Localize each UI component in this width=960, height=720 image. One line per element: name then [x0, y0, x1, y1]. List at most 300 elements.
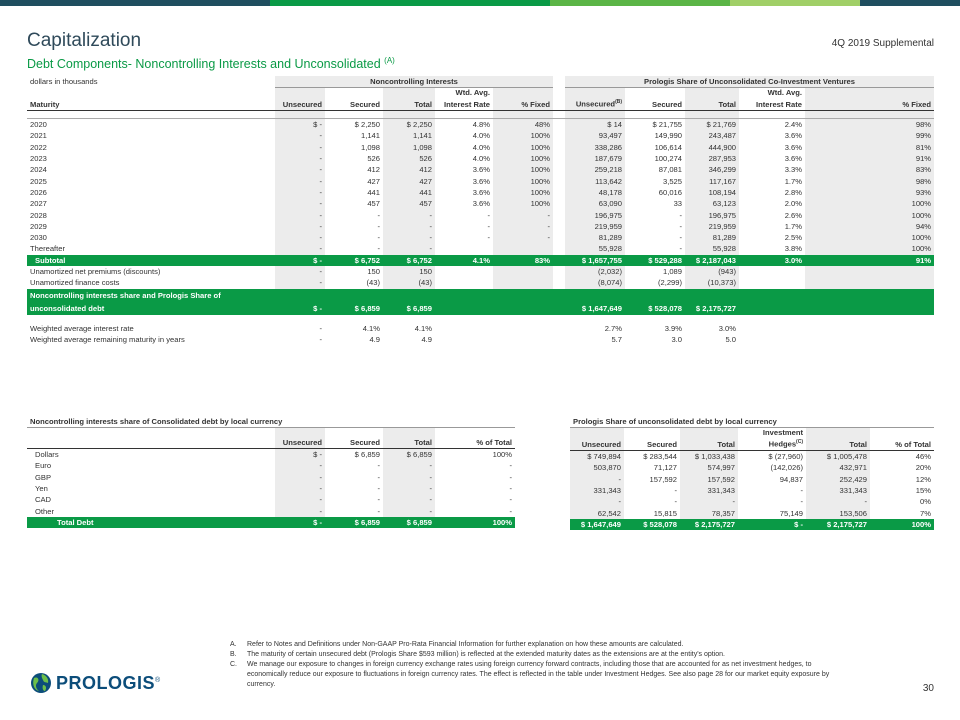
globe-logo-icon: [30, 670, 52, 696]
cell: 331,343: [806, 485, 870, 496]
cell: (2,299): [657, 278, 683, 288]
cell: 3.6%: [784, 131, 803, 141]
table-row: [27, 323, 934, 334]
col-secured: Secured: [325, 97, 383, 110]
row-label: Unamortized net premiums (discounts): [30, 266, 161, 276]
cell: $ 6,752: [383, 255, 435, 266]
cell: -: [377, 210, 380, 220]
col-total: Total: [806, 437, 870, 450]
cell: 83%: [493, 255, 553, 266]
maturity-year: Thereafter: [30, 244, 66, 254]
cell: $ 2,175,727: [680, 519, 738, 530]
cell: 3.0%: [718, 323, 737, 333]
currency-row: [570, 485, 934, 496]
footnote-text: We manage our exposure to changes in foreign currency exchange rates using foreign currency forward contracts, including those that are accounted for as net investment hedges, to economically reduce our exposure to fluctuations in foreign currency rates. The effect is reflected in the table under Investment Hedges. See also page 28 for our market equity exposure by currency.: [247, 661, 830, 688]
cell: 526: [383, 153, 435, 164]
maturity-year: 2020: [27, 119, 275, 131]
cell: 427: [383, 176, 435, 187]
cell: -: [509, 472, 513, 482]
cell: -: [509, 461, 513, 471]
cell: 4.0%: [472, 131, 490, 141]
spacer: [553, 130, 565, 141]
cell: 7%: [920, 508, 931, 518]
col-total: Total: [680, 437, 738, 450]
cell: -: [275, 198, 325, 209]
cell: 100%: [493, 142, 553, 153]
cell: -: [383, 221, 435, 232]
cell: -: [377, 495, 380, 505]
cell: 100%: [493, 130, 553, 141]
col-unsecured: Unsecured: [275, 437, 325, 449]
topbar-segment: [730, 0, 860, 6]
supplemental-label: 4Q 2019 Supplemental: [831, 38, 934, 49]
prologis-logo: [30, 670, 161, 696]
cell: $ -: [275, 119, 325, 131]
cell: $ -: [275, 449, 325, 461]
cell: 457: [383, 198, 435, 209]
col-hedges: Hedges$^{(C)}$: [738, 437, 806, 450]
cell: 153,506: [806, 508, 870, 519]
cell: 100,274: [654, 154, 683, 164]
cell: $ -: [738, 519, 806, 530]
cell: -: [493, 232, 553, 243]
footnote-marker: B.: [230, 651, 237, 658]
cell: 5.0: [725, 334, 737, 344]
cell: -: [275, 232, 325, 243]
cell: 71,127: [653, 463, 677, 473]
cell: $ 2,250: [383, 119, 435, 131]
cell: 60,016: [658, 187, 683, 197]
cell: -: [570, 496, 624, 507]
cell: (43): [383, 277, 435, 288]
maturity-year: 2022: [30, 142, 47, 152]
cell: -: [275, 277, 325, 288]
cell: 94,837: [779, 474, 803, 484]
cell: -: [800, 497, 803, 507]
cell: -: [383, 483, 435, 494]
cell: $ 6,859: [383, 517, 435, 528]
cell: -: [319, 323, 322, 333]
col-wtd-avg: Wtd. Avg.: [767, 88, 803, 98]
cell: 62,542: [570, 508, 624, 519]
col-interest-rate: Interest Rate: [739, 97, 805, 110]
maturity-row: [27, 176, 934, 187]
cell: 2.8%: [784, 187, 803, 197]
cell: 91%: [805, 153, 934, 164]
cell: 157,592: [649, 474, 677, 484]
cell: -: [377, 483, 380, 493]
cell: (43): [366, 278, 380, 288]
cell: 3.6%: [784, 154, 803, 164]
cell: 100%: [435, 449, 515, 461]
cell: 100%: [870, 519, 934, 530]
cell: $ 2,250: [325, 119, 383, 131]
cell: 93,497: [565, 130, 625, 141]
cell: 98%: [805, 176, 934, 187]
cell: 15,815: [653, 508, 677, 518]
maturity-year: 2025: [30, 176, 47, 186]
cell: 243,487: [685, 130, 739, 141]
table-row: [27, 277, 934, 288]
group-header-unconsolidated: Prologis Share of Unconsolidated Co-Investment Ventures: [565, 76, 934, 88]
currency-row: [570, 496, 934, 507]
cell: $ 6,859: [325, 517, 383, 528]
col-pct-fixed: % Fixed: [805, 97, 934, 110]
cell: -: [679, 221, 683, 231]
cell: -: [487, 221, 490, 231]
cell: 187,679: [565, 153, 625, 164]
debt-maturity-table: [27, 76, 934, 345]
cell: $ 528,078: [624, 519, 680, 530]
cell: -: [570, 474, 624, 485]
topbar-segment: [0, 0, 270, 6]
page-number: 30: [922, 683, 934, 694]
col-total: Total: [685, 97, 739, 110]
cell: 100%: [805, 232, 934, 243]
cell: 55,928: [565, 243, 625, 254]
cell: 252,429: [806, 474, 870, 485]
cell: 100%: [493, 187, 553, 198]
spacer: [553, 187, 565, 198]
table-row: [27, 266, 934, 277]
cell: 432,971: [806, 462, 870, 473]
cell: $ 283,544: [624, 451, 680, 463]
cell: 5.7: [611, 334, 623, 344]
cell: 2.6%: [784, 210, 803, 220]
col-wtd-avg: Wtd. Avg.: [455, 88, 490, 98]
cell: $ 21,755: [625, 119, 685, 131]
cell: (142,026): [770, 463, 803, 473]
cell: 3.6%: [472, 199, 490, 209]
cell: 3.6%: [784, 142, 803, 152]
cell: 15%: [915, 486, 931, 496]
cell: 2.0%: [784, 199, 803, 209]
cell: 81,289: [685, 232, 739, 243]
cell: 93%: [805, 187, 934, 198]
cell: -: [377, 461, 380, 471]
currency-row: [27, 494, 515, 505]
cell: 2.4%: [739, 119, 805, 131]
spacer: [553, 243, 565, 254]
cell: 98%: [805, 119, 934, 131]
cell: -: [275, 266, 325, 277]
maturity-row: [27, 232, 934, 243]
cell: -: [800, 486, 803, 496]
cell: 1,089: [663, 266, 683, 276]
currency-name: CAD: [35, 495, 52, 505]
cell: $ 6,752: [325, 255, 383, 266]
cell: 75,149: [779, 508, 803, 518]
col-unsecured: Unsecured: [570, 437, 624, 450]
cell: 412: [367, 165, 380, 175]
subtotal-label: Subtotal: [27, 255, 275, 266]
cell: 412: [383, 164, 435, 175]
topbar-segment: [860, 0, 960, 6]
subtitle-text: Debt Components- Noncontrolling Interests and Unconsolidated: [27, 57, 381, 72]
spacer: [553, 153, 565, 164]
footnote-ref-c: (C): [796, 439, 803, 446]
footnote-text: Refer to Notes and Definitions under Non-GAAP Pro-Rata Financial Information for further explanation on how these amounts are calculated.: [247, 641, 684, 648]
cell: $ 6,859: [325, 449, 383, 461]
maturity-row: [27, 243, 934, 254]
cell: 100%: [493, 198, 553, 209]
cell: -: [275, 210, 325, 221]
cell: 338,286: [565, 142, 625, 153]
subtitle-footnote-ref: (A): [384, 56, 395, 65]
cell: 150: [383, 266, 435, 277]
cell: $ 1,657,755: [565, 255, 625, 266]
currency-name: Other: [35, 506, 54, 516]
cell: $ -: [275, 517, 325, 528]
cell: -: [487, 233, 490, 243]
maturity-row: [27, 130, 934, 141]
currency-row: [570, 474, 934, 485]
cell: 63,090: [565, 198, 625, 209]
cell: 219,959: [565, 221, 625, 232]
row-label: Weighted average remaining maturity in years: [30, 334, 185, 344]
col-secured: Secured: [625, 97, 685, 110]
cell: $ 529,288: [625, 255, 685, 266]
maturity-row: [27, 153, 934, 164]
total-debt-label: Total Debt: [27, 517, 275, 528]
cell: 1.7%: [784, 221, 803, 231]
cell: -: [275, 460, 325, 471]
cell: $ 6,859: [383, 449, 435, 461]
cell: 1.7%: [784, 176, 803, 186]
cell: 3.3%: [784, 165, 803, 175]
unconsolidated-currency-table: [570, 416, 934, 530]
cell: 91%: [805, 255, 934, 266]
cell: 196,975: [565, 210, 625, 221]
cell: 100%: [805, 198, 934, 209]
currency-row: [27, 472, 515, 483]
cell: 48%: [493, 119, 553, 131]
cell: $ 1,033,438: [680, 451, 738, 463]
cell: 4.9: [369, 334, 380, 344]
col-total: Total: [383, 97, 435, 110]
maturity-row: [27, 142, 934, 153]
footnote: [230, 660, 850, 690]
maturity-year: 2021: [30, 131, 47, 141]
cell: 219,959: [685, 221, 739, 232]
cell: 503,870: [570, 462, 624, 473]
currency-row: [570, 508, 934, 519]
cell: $ 1,647,649: [565, 302, 625, 315]
cell: 106,614: [654, 142, 683, 152]
spacer: [553, 221, 565, 232]
cell: 3.6%: [472, 165, 490, 175]
currency-row: [570, 462, 934, 473]
cell: (2,032): [565, 266, 625, 277]
maturity-row: [27, 210, 934, 221]
cell: 457: [367, 199, 380, 209]
cell: -: [383, 460, 435, 471]
currency-name: Yen: [35, 483, 48, 493]
cell: 526: [367, 154, 380, 164]
cell: 1,141: [383, 130, 435, 141]
cell: $ 1,005,478: [806, 451, 870, 463]
spacer: [553, 198, 565, 209]
cell: -: [275, 221, 325, 232]
cell: 1,141: [360, 131, 380, 141]
cell: 87,081: [658, 165, 683, 175]
spacer: [553, 119, 565, 131]
cell: 1,098: [360, 142, 380, 152]
footnote-ref-b: (B): [615, 99, 623, 106]
cell: 3.0: [671, 334, 683, 344]
spacer: [553, 232, 565, 243]
col-unsecured: Unsecured$^{(B)}$: [565, 97, 625, 110]
cell: -: [493, 221, 553, 232]
cell: $ 2,175,727: [685, 302, 739, 315]
cell: 55,928: [685, 243, 739, 254]
cell: -: [377, 221, 380, 231]
cell: 113,642: [565, 176, 625, 187]
cell: 287,953: [685, 153, 739, 164]
page-title: Capitalization: [27, 30, 142, 51]
cell: -: [275, 243, 325, 254]
cell: $ 528,078: [625, 302, 685, 315]
nci-currency-title: Noncontrolling interests share of Consolidated debt by local currency: [27, 416, 515, 428]
cell: 3.0%: [739, 255, 805, 266]
cell: 94%: [805, 221, 934, 232]
cell: 3,525: [663, 176, 683, 186]
cell: $ (27,960): [738, 451, 806, 463]
cell: 3.9%: [664, 323, 683, 333]
cell: -: [377, 472, 380, 482]
cell: $ 1,647,649: [570, 519, 624, 530]
group-header-nci: Noncontrolling Interests: [275, 76, 553, 88]
cell: -: [275, 130, 325, 141]
cell: 33: [673, 199, 683, 209]
cell: 100%: [493, 176, 553, 187]
cell: 2.5%: [784, 233, 803, 243]
footnote-marker: C.: [230, 661, 237, 668]
currency-name: Euro: [35, 461, 52, 471]
cell: 4.0%: [472, 142, 490, 152]
col-total: Total: [383, 437, 435, 449]
cell: 3.6%: [472, 176, 490, 186]
page-subtitle: [27, 56, 395, 71]
cell: $ 6,859: [325, 302, 383, 315]
cell: $ 6,859: [383, 302, 435, 315]
cell: 4.1%: [362, 323, 380, 333]
cell: 1,098: [383, 142, 435, 153]
cell: $ 749,894: [570, 451, 624, 463]
spacer: [553, 176, 565, 187]
cell: 83%: [805, 164, 934, 175]
topbar-segment: [550, 0, 730, 6]
maturity-year: 2026: [30, 187, 47, 197]
maturity-year: 2027: [30, 199, 47, 209]
cell: 117,167: [685, 176, 739, 187]
cell: -: [806, 496, 870, 507]
cell: 441: [383, 187, 435, 198]
currency-row: [27, 483, 515, 494]
cell: -: [275, 153, 325, 164]
maturity-row: [27, 119, 934, 131]
cell: 574,997: [680, 462, 738, 473]
cell: 100%: [805, 210, 934, 221]
cell: 3.6%: [472, 187, 490, 197]
cell: 100%: [493, 153, 553, 164]
cell: -: [674, 497, 677, 507]
cell: -: [275, 494, 325, 505]
cell: (943): [685, 266, 739, 277]
row-label: Weighted average interest rate: [30, 323, 134, 333]
topbar-segment: [270, 0, 550, 6]
cell: 100%: [435, 517, 515, 528]
cell: $ 2,187,043: [685, 255, 739, 266]
cell: 100%: [493, 164, 553, 175]
col-interest-rate: Interest Rate: [435, 97, 493, 110]
cell: 441: [367, 187, 380, 197]
footnotes: [230, 640, 850, 690]
cell: -: [275, 483, 325, 494]
col-pct-total: % of Total: [870, 437, 934, 450]
total-share-label-1: Noncontrolling interests share and Prologis Share of: [27, 289, 275, 302]
currency-row: [27, 460, 515, 471]
currency-name: Dollars: [27, 449, 275, 461]
maturity-year: 2023: [30, 154, 47, 164]
cell: -: [509, 506, 513, 516]
col-investment: Investment: [762, 428, 803, 438]
footnote-text: The maturity of certain unsecured debt (Prologis Share $593 million) is reflected at the extended maturity dates as the extensions are at the entity's option.: [247, 651, 725, 658]
col-maturity: Maturity: [27, 97, 275, 110]
cell: 2.7%: [604, 323, 623, 333]
cell: -: [509, 495, 513, 505]
cell: -: [275, 164, 325, 175]
col-secured: Secured: [624, 437, 680, 450]
cell: 346,299: [685, 164, 739, 175]
row-label: Unamortized finance costs: [30, 278, 120, 288]
cell: -: [487, 210, 490, 220]
cell: 0%: [920, 497, 931, 507]
cell: -: [275, 472, 325, 483]
cell: 3.8%: [784, 244, 803, 254]
maturity-row: [27, 221, 934, 232]
maturity-row: [27, 198, 934, 209]
cell: 46%: [870, 451, 934, 463]
cell: $ -: [275, 302, 325, 315]
cell: 4.0%: [472, 154, 490, 164]
footnote: [230, 640, 850, 650]
cell: 63,123: [685, 198, 739, 209]
cell: 149,990: [654, 131, 683, 141]
footnote: [230, 650, 850, 660]
cell: 331,343: [680, 485, 738, 496]
currency-row: [27, 449, 515, 461]
cell: -: [383, 472, 435, 483]
cell: -: [377, 233, 380, 243]
cell: [493, 243, 553, 254]
maturity-row: [27, 164, 934, 175]
cell: -: [377, 244, 380, 254]
cell: -: [383, 243, 435, 254]
cell: 150: [367, 266, 380, 276]
currency-name: GBP: [35, 472, 52, 482]
cell: 4.8%: [435, 119, 493, 131]
cell: (8,074): [565, 277, 625, 288]
cell: -: [493, 210, 553, 221]
cell: 4.1%: [414, 323, 432, 333]
maturity-year: 2030: [30, 233, 47, 243]
col-secured: Secured: [325, 437, 383, 449]
table-row: [27, 334, 934, 345]
cell: -: [319, 334, 322, 344]
spacer: [553, 164, 565, 175]
cell: -: [275, 506, 325, 517]
